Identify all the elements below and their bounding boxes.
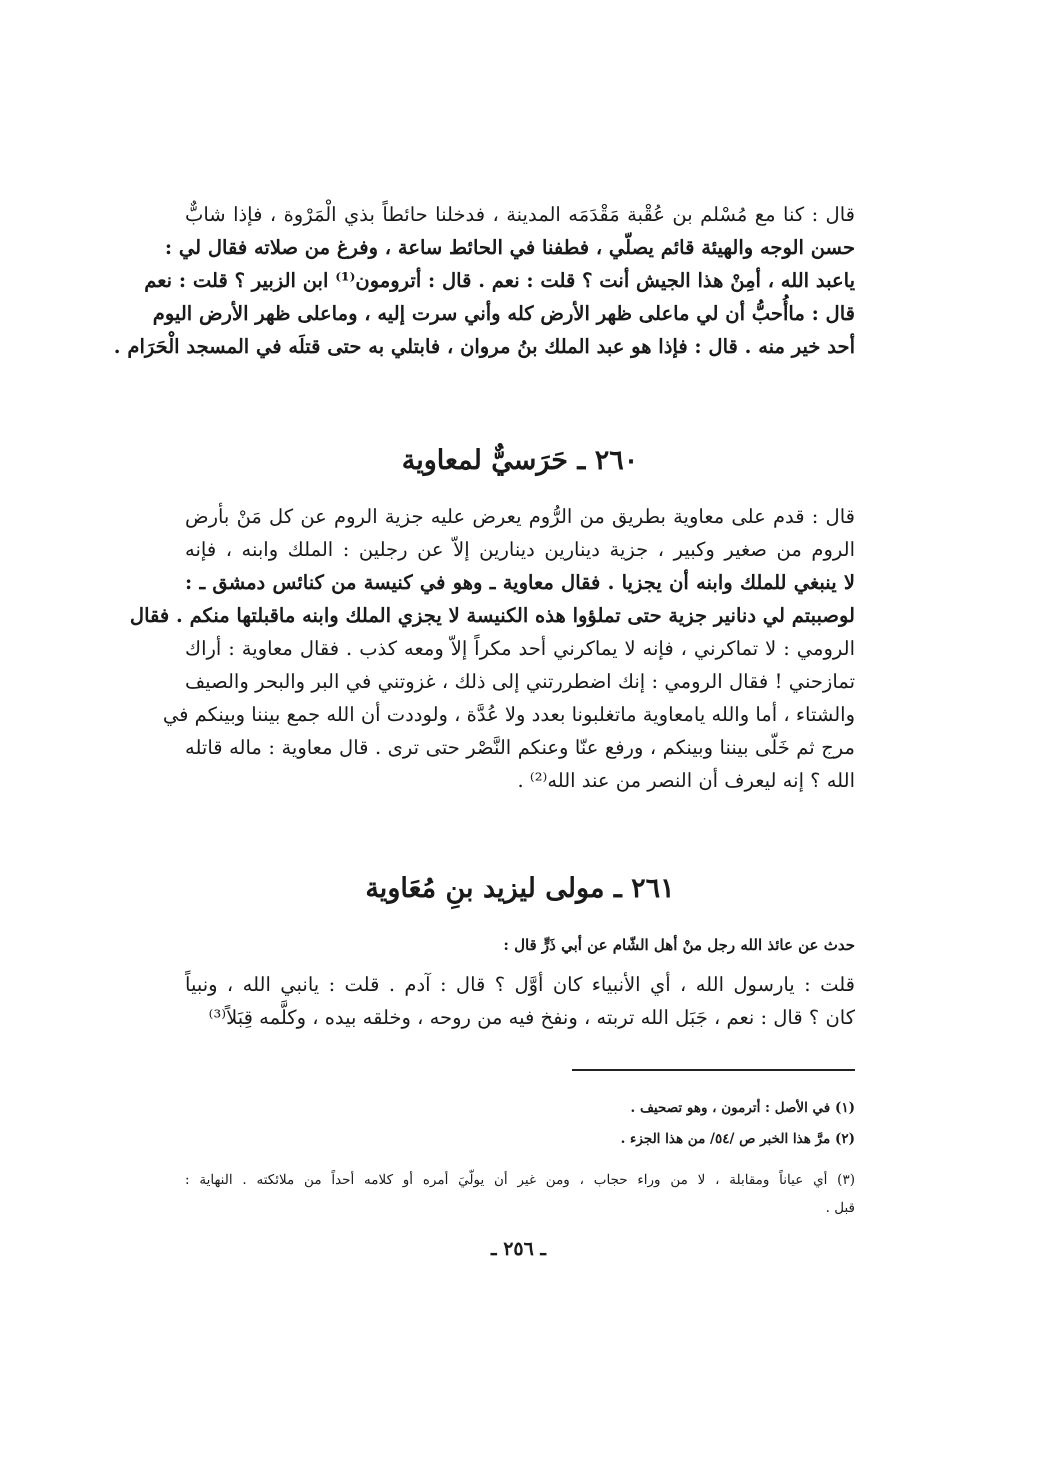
page-number: ـ ٢٥٦ ـ: [491, 1238, 546, 1260]
paragraph-line: الروم من صغير وكبير ، جزية دينارين دينارين إلاّ عن رجلين : الملك وابنه ، فإنه: [185, 538, 855, 561]
section-heading-260: ٢٦٠ ـ حَرَسيٌّ لمعاوية: [401, 445, 639, 476]
paragraph-line: الله ؟ إنه ليعرف أن النصر من عند الله⁽²⁾ .: [517, 769, 855, 792]
paragraph-line: حسن الوجه والهيئة قائم يصلّي ، فطفنا في الحائط ساعة ، وفرغ من صلاته فقال لي :: [164, 236, 855, 259]
paragraph-line: قال : قدم على معاوية بطريق من الرُّوم يعرض عليه جزية الروم عن كل مَنْ بأرض: [185, 505, 855, 528]
paragraph-line: قال : ماأُحبُّ أن لي ماعلى ظهر الأرض كله وأني سرت إليه ، وماعلى ظهر الأرض اليوم: [152, 302, 855, 325]
paragraph-line: مرج ثم خَلّى بيننا وبينكم ، ورفع عنّا وعنكم النَّصْر حتى ترى . قال معاوية : ماله قاتله: [185, 736, 855, 759]
paragraph-line: الرومي : لا تماكرني ، فإنه لا يماكرني أحد مكراً إلاّ ومعه كذب . فقال معاوية : أراك: [185, 637, 855, 660]
paragraph-line: أحد خير منه . قال : فإذا هو عبد الملك بنُ مروان ، فابتلي به حتى قتلَه في المسجد الْحَرَام .: [113, 335, 855, 358]
paragraph-line: قلت : يارسول الله ، أي الأنبياء كان أوَّل ؟ قال : آدم . قلت : يانبي الله ، ونبياً: [185, 973, 855, 996]
footnote-3: [185, 1166, 855, 1222]
footnote-2: (٢) مرَّ هذا الخبر ص /٥٤/ من هذا الجزء .: [620, 1131, 855, 1147]
footnote-line: (٣) أي عياناً ومقابلة ، لا من وراء حجاب ، ومن غير أن يولّيَ أمره أو كلامه أحداً من ملائكته . النهاية :: [185, 1172, 855, 1188]
paragraph-line: ياعبد الله ، أمِنْ هذا الجيش أنت ؟ قلت : نعم . قال : أترومون⁽¹⁾ ابن الزبير ؟ قلت : نعم: [144, 269, 855, 292]
paragraph-line: كان ؟ قال : نعم ، جَبَل الله تربته ، ونفخ فيه من روحه ، وخلقه بيده ، وكلَّمه قِبَلاً⁽³⁾: [208, 1006, 855, 1029]
footnote-1: (١) في الأصل : أترمون ، وهو تصحيف .: [630, 1100, 855, 1116]
paragraph-line: قال : كنا مع مُسْلم بن عُقْبة مَقْدَمَه المدينة ، فدخلنا حائطاً بذي الْمَرْوة ، فإذا شابٌّ: [185, 203, 855, 226]
footnote-rule: [572, 1069, 855, 1071]
paragraph-3: [185, 968, 855, 1034]
isnad-line: حدث عن عائذ الله رجل منْ أهل الشّام عن أبي ذَرٍّ قال :: [503, 936, 855, 954]
footnote-line: قبل .: [825, 1200, 855, 1216]
paragraph-line: تمازحني ! فقال الرومي : إنك اضطررتني إلى ذلك ، غزوتني في البر والبحر والصيف: [185, 670, 855, 693]
paragraph-line: لوصببتم لي دنانير جزية حتى تملؤوا هذه الكنيسة لا يجزي الملك وابنه ماقبلتها منكم . فقال: [129, 604, 855, 627]
paragraph-1: [113, 198, 855, 363]
paragraph-line: والشتاء ، أما والله يامعاوية ماتغلبونا بعدد ولا عُدَّة ، ولوددت أن الله جمع بيننا وبينكم في: [162, 703, 855, 726]
section-heading-261: ٢٦١ ـ مولى ليزيد بنِ مُعَاوية: [365, 873, 675, 904]
paragraph-line: لا ينبغي للملك وابنه أن يجزيا . فقال معاوية ـ وهو في كنيسة من كنائس دمشق ـ :: [185, 571, 855, 594]
paragraph-2: [129, 500, 855, 797]
